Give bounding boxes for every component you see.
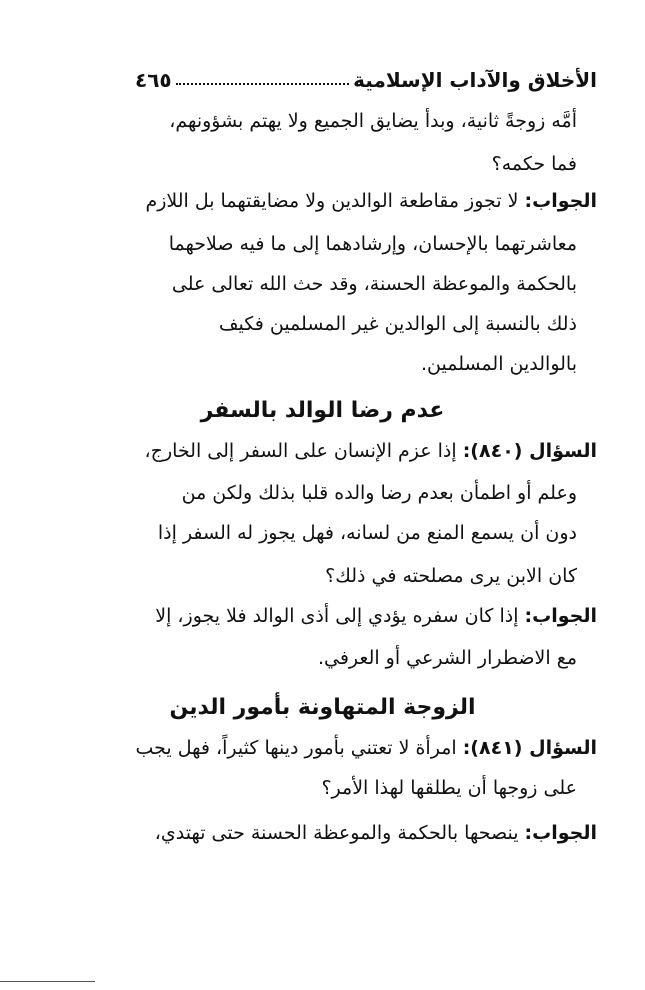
answer-text: لا تجوز مقاطعة الوالدين ولا مضايقتهما بل اللازم [145, 190, 519, 212]
scan-edge-rule [0, 981, 95, 982]
text-line: معاشرتهما بالإحسان، وإرشادهما إلى ما فيه صلاحهما [168, 233, 577, 255]
text-line: مع الاضطرار الشرعي أو العرفي. [317, 647, 577, 669]
text-line: دون أن يسمع المنع من لسانه، فهل يجوز له السفر إذا [157, 522, 577, 544]
answer-line [155, 605, 597, 627]
text-line: فما حكمه؟ [491, 153, 577, 175]
text-line: وعلم أو اطمأن بعدم رضا والده قلبا بذلك ولكن من [181, 482, 577, 504]
text-line: على زوجها أن يطلقها لهذا الأمر؟ [321, 777, 577, 799]
text-line: ذلك بالنسبة إلى الوالدين غير المسلمين فكيف [218, 313, 577, 335]
answer-line [145, 190, 597, 212]
text-line: كان الابن يرى مصلحته في ذلك؟ [325, 565, 577, 587]
question-text: امرأة لا تعتني بأمور دينها كثيراً، فهل يجب [135, 737, 457, 759]
text-line: أمَّه زوجةً ثانية، وبدأ يضايق الجميع ولا يهتم بشؤونهم، [169, 110, 577, 132]
question-label: السؤال (٨٤١): [462, 737, 597, 759]
answer-label: الجواب: [524, 605, 597, 627]
section-heading: عدم رضا الوالد بالسفر [200, 398, 445, 423]
text-line: بالحكمة والموعظة الحسنة، وقد حث الله تعالى على [171, 273, 577, 295]
answer-text: إذا كان سفره يؤدي إلى أذى الوالد فلا يجوز، إلا [155, 605, 519, 627]
answer-label: الجواب: [524, 190, 597, 212]
text-line: بالوالدين المسلمين. [420, 353, 577, 375]
question-label: السؤال (٨٤٠): [462, 440, 597, 462]
section-heading: الزوجة المتهاونة بأمور الدين [169, 695, 476, 720]
question-text: إذا عزم الإنسان على السفر إلى الخارج، [144, 440, 457, 462]
question-line [135, 737, 597, 759]
answer-label: الجواب: [524, 822, 597, 844]
running-header [135, 58, 597, 92]
header-title: الأخلاق والآداب الإسلامية [353, 68, 597, 92]
answer-text: ينصحها بالحكمة والموعظة الحسنة حتى تهتدي، [154, 822, 519, 844]
question-line [145, 440, 597, 462]
header-dot-leader [176, 83, 350, 85]
page-number: ٤٦٥ [135, 68, 172, 92]
answer-line [155, 822, 597, 844]
